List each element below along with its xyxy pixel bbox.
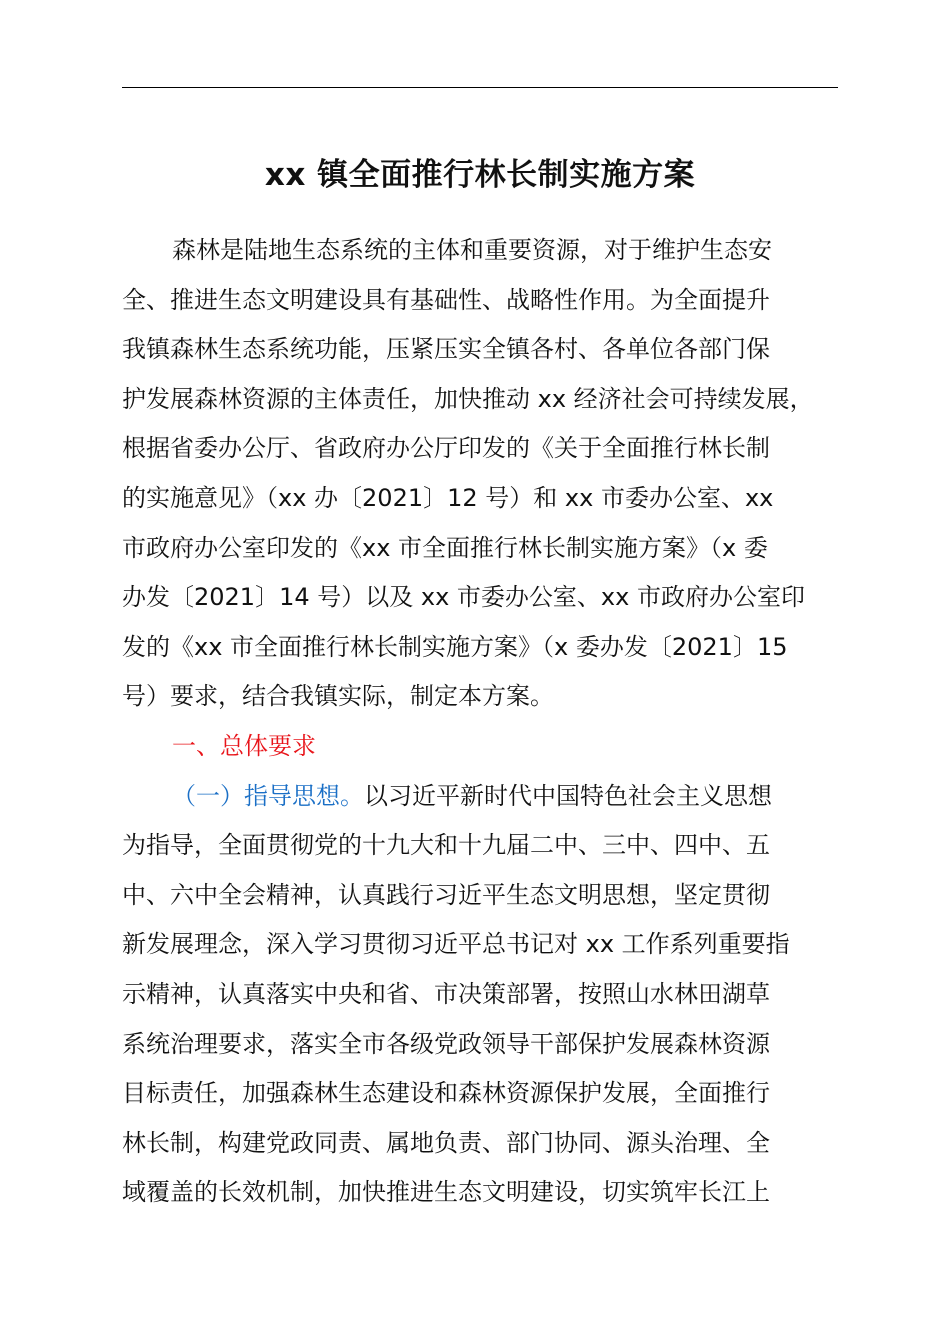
subsection-line: 为指导，全面贯彻党的十九大和十九届二中、三中、四中、五 [122,831,770,860]
intro-line: 全、推进生态文明建设具有基础性、战略性作用。为全面提升 [122,285,770,314]
subsection-line: 目标责任，加强森林生态建设和森林资源保护发展，全面推行 [122,1079,770,1108]
subsection-line: 中、六中全会精神，认真践行习近平生态文明思想，坚定贯彻 [122,880,770,909]
header-rule [122,87,838,88]
intro-line: 发的《xx 市全面推行林长制实施方案》（x 委办发〔2021〕15 [122,632,788,661]
intro-line: 我镇森林生态系统功能，压紧压实全镇各村、各单位各部门保 [122,335,770,364]
subsection-heading: （一）指导思想。 [172,781,364,810]
intro-line: 办发〔2021〕14 号）以及 xx 市委办公室、xx 市政府办公室印 [122,583,805,612]
intro-line: 根据省委办公厅、省政府办公厅印发的《关于全面推行林长制 [122,434,770,463]
document-title: xx 镇全面推行林长制实施方案 [264,157,696,193]
intro-line: 的实施意见》（xx 办〔2021〕12 号）和 xx 市委办公室、xx [122,483,774,512]
intro-line: 森林是陆地生态系统的主体和重要资源，对于维护生态安 [172,236,772,264]
intro-line: 号）要求，结合我镇实际，制定本方案。 [122,682,554,711]
subsection-first-line [122,772,838,822]
document-body [122,226,838,1218]
subsection-line: 林长制，构建党政同责、属地负责、部门协同、源头治理、全 [122,1128,770,1157]
subsection-line: 域覆盖的长效机制，加快推进生态文明建设，切实筑牢长江上 [122,1178,770,1207]
intro-line: 护发展森林资源的主体责任，加快推动 xx 经济社会可持续发展， [122,384,814,413]
section-heading: 一、总体要求 [172,731,316,760]
subsection-line: 新发展理念，深入学习贯彻习近平总书记对 xx 工作系列重要指 [122,930,790,959]
intro-line: 市政府办公室印发的《xx 市全面推行林长制实施方案》（x 委 [122,533,768,562]
subsection-first-line-text: 以习近平新时代中国特色社会主义思想 [364,781,772,810]
subsection-line: 系统治理要求，落实全市各级党政领导干部保护发展森林资源 [122,1029,770,1058]
subsection-line: 示精神，认真落实中央和省、市决策部署，按照山水林田湖草 [122,979,770,1008]
